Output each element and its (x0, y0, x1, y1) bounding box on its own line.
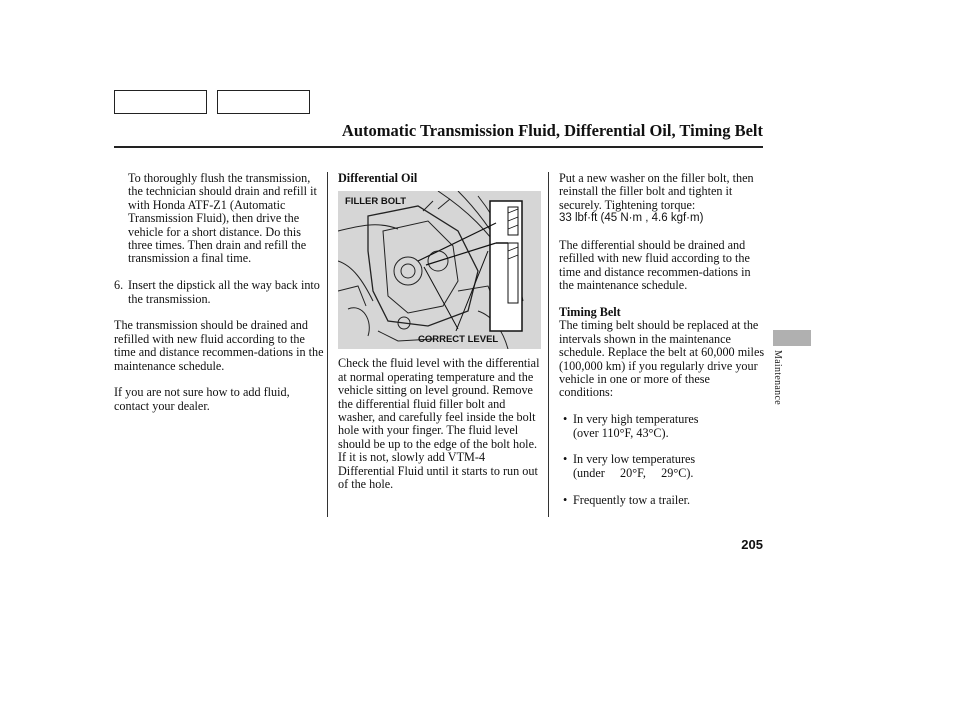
column-divider (548, 172, 549, 517)
bullet-icon: • (563, 452, 568, 467)
step-6 (114, 279, 324, 306)
page-title: Automatic Transmission Fluid, Differential Oil, Timing Belt (341, 121, 763, 140)
bullet-icon: • (563, 412, 568, 427)
washer-paragraph: Put a new washer on the filler bolt, then reinstall the filler bolt and tighten it securely. Tightening torque: (559, 171, 754, 212)
timing-belt-heading: Timing Belt (559, 305, 621, 320)
step-number: 6. (114, 278, 124, 293)
column-divider (327, 172, 328, 517)
nav-next-button[interactable] (217, 90, 310, 114)
step-text: Insert the dipstick all the way back into the transmission. (128, 278, 320, 306)
flush-paragraph: To thoroughly flush the transmission, the technician should drain and refill it with Honda ATF-Z1 (Automatic Transmission Fluid), then drive the vehicle for a short distance. Do this three times. Then drain and refill the transmission a final time. (128, 171, 317, 266)
column-middle (338, 172, 543, 491)
bullet-line: (over 110°F, 43°C). (573, 425, 669, 440)
differential-drain-paragraph: The differential should be drained and refilled with new fluid according to the time and distance recommen-dations in the maintenance schedule. (559, 238, 751, 293)
bullet-line: In very high temperatures (573, 412, 699, 427)
section-tab[interactable] (773, 330, 811, 346)
correct-level-label: CORRECT LEVEL (418, 334, 499, 346)
fluid-check-paragraph: Check the fluid level with the differential at normal operating temperature and the vehicle sitting on level ground. Remove the differential fluid filler bolt and washer, and carefully feel inside the bolt hole with your finger. The fluid level should be up to the edge of the bolt hole. If it is not, slowly add VTM-4 Differential Fluid until it starts to run out of the hole. (338, 356, 540, 492)
list-item (559, 413, 767, 440)
column-left (114, 172, 324, 413)
nav-back-button[interactable] (114, 90, 207, 114)
differential-illustration (338, 191, 541, 349)
column-right (559, 172, 767, 507)
bullet-line: (under 20°F, 29°C). (573, 465, 694, 480)
bullet-line: Frequently tow a trailer. (573, 492, 691, 507)
timing-belt-paragraph: The timing belt should be replaced at the intervals shown in the maintenance schedule. Replace the belt at 60,000 miles (100,000 km) if you regularly drive your vehicle in one or more of these conditions: (559, 318, 765, 400)
bullet-icon: • (563, 492, 568, 507)
list-item (559, 453, 767, 480)
differential-oil-heading: Differential Oil (338, 171, 418, 185)
section-tab-label: Maintenance (772, 350, 783, 405)
torque-spec: 33 lbf·ft (45 N·m , 4.6 kgf·m) (559, 212, 704, 225)
list-item (559, 494, 767, 507)
dealer-paragraph: If you are not sure how to add fluid, contact your dealer. (114, 385, 290, 413)
differential-drawing-icon (338, 191, 541, 349)
title-divider (114, 146, 763, 148)
page-number: 205 (741, 537, 763, 552)
transmission-drain-paragraph: The transmission should be drained and refilled with new fluid according to the time and distance recommen-dations in the maintenance schedule. (114, 318, 324, 373)
bullet-line: In very low temperatures (573, 452, 696, 467)
filler-bolt-label: FILLER BOLT (345, 196, 407, 208)
